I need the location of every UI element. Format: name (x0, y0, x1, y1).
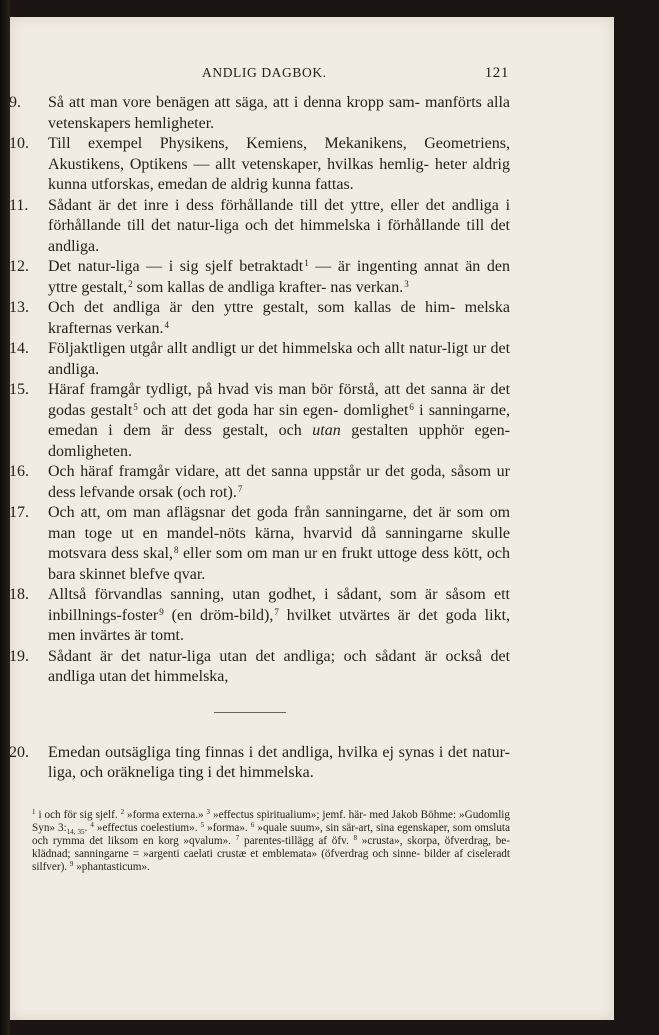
footnote-ref: 4 (164, 319, 169, 330)
footnote-marker: 4 (90, 821, 94, 829)
text-line: nas verkan. (330, 278, 404, 296)
paragraph-number: 16. (9, 463, 29, 480)
text-line: Alltså förvandlas sanning, utan godhet, i sådant, som är (48, 586, 438, 603)
footnotes (32, 809, 510, 874)
footnote-marker: 3 (206, 808, 211, 816)
paragraph-9 (10, 93, 510, 134)
text-line: Emedan outsägliga ting finnas i det andliga, hvilka ej synas (48, 743, 435, 761)
footnote-marker: 1 (32, 808, 36, 816)
footnote-text: »forma». (204, 822, 248, 834)
text-line: annat än den yttre gestalt, (48, 258, 510, 296)
footnote-ref: 3 (404, 278, 409, 289)
text-line: domlighet (343, 401, 409, 419)
text-line: natur-ligt ur det andliga. (48, 340, 511, 378)
text-line: manförts alla vetenskapers hemligheter. (48, 94, 511, 132)
paragraph-number: 18. (9, 586, 29, 603)
text-line: och att det goda har sin egen- (137, 401, 339, 419)
text-line: andliga i förhållande till det natur-liga och det himmelska (48, 196, 511, 234)
page-body (10, 93, 510, 784)
paragraph-15 (10, 380, 510, 462)
text-line: i förhållande till det andliga. (48, 217, 511, 255)
text-line: Akustikens, Optikens — allt vetenskaper, hvilkas hemlig- (48, 155, 430, 173)
footnote-marker: 9 (69, 860, 74, 868)
footnote-ref: 1 (304, 258, 309, 268)
footnote-text: »effectus spiritualium»; jemf. här- (210, 809, 367, 821)
paragraph-11 (10, 196, 510, 258)
footnote-text: »crusta», skorpa, öfverdrag, be- (357, 835, 510, 847)
footnote-ref: 7 (237, 483, 243, 494)
text-line: gestalten upphör egen-domligheten. (48, 422, 510, 460)
text-line: (en dröm-bild), (163, 606, 274, 624)
footnote-marker: 8 (353, 834, 358, 842)
paragraph-17 (10, 503, 510, 585)
text-line: eller som om man (178, 545, 300, 562)
paragraph-number: 14. (9, 340, 29, 357)
paragraph-number: 20. (9, 743, 29, 761)
text-line: goda, såsom ur dess lefvande orsak (och rot). (48, 463, 510, 501)
text-line: heter aldrig kunna utforskas, emedan de aldrig kunna fattas. (48, 155, 510, 193)
footnote-text: »quale suum», sin sär-art, sina egenskaper, som omsluta och rymma det liksom (32, 822, 510, 847)
footnote-marker: 7 (235, 834, 240, 842)
text-line: och (278, 422, 313, 439)
footnote-text: »phantasticum». (73, 861, 150, 873)
footnote-text: med Jakob Böhme: »Gudomlig Syn» 3: (32, 809, 511, 834)
footnote-ref: 6 (409, 401, 414, 412)
paragraph-number: 11. (9, 196, 29, 214)
footnote-ref: 8 (173, 545, 179, 555)
text-line: sanningarne skulle motsvara dess skal, (48, 524, 511, 562)
paragraph-10 (10, 134, 510, 196)
text-line: sanna är det godas gestalt (48, 381, 511, 419)
footnote-ref: 2 (128, 278, 133, 289)
book-page (10, 17, 614, 1020)
running-title: ANDLIG DAGBOK. (202, 65, 327, 80)
text-line: också det andliga utan det himmelska, (48, 647, 511, 685)
text-line: Och det andliga är den yttre gestalt, som kallas de him- (48, 299, 456, 316)
paragraph-number: 9. (9, 94, 21, 111)
text-line: melska krafternas verkan. (48, 299, 510, 337)
emphasis-word: utan (312, 422, 341, 439)
text-line: ur en frukt uttoge dess kött, och bara skinnet blefve qvar. (48, 545, 510, 583)
footnote-text: klädnad; sanningarne = »argenti caelati crustæ et emblemata» (öfverdrag och sinne- (32, 848, 421, 860)
footnote-ref: 5 (133, 401, 138, 412)
footnote-text: »effectus coelestium». (93, 822, 201, 834)
footnote-text: »forma externa.» (124, 809, 207, 821)
paragraph-14 (10, 339, 510, 380)
text-line: som kallas de andliga krafter- (132, 278, 327, 296)
text-line: i sanningarne, emedan i dem är dess gestalt, (48, 401, 510, 439)
footnote-text: bilder af ciseleradt silfver). (32, 848, 510, 873)
paragraph-number: 13. (9, 299, 29, 316)
text-line: Så att man vore benägen att säga, att i denna kropp sam- (48, 94, 420, 111)
running-header (10, 65, 614, 83)
text-line: — är ingenting (308, 258, 418, 275)
page-number: 121 (484, 65, 509, 81)
paragraph-19 (10, 647, 510, 688)
text-line: Följaktligen utgår allt andligt ur det himmelska och allt (48, 340, 405, 357)
paragraph-number: 10. (9, 135, 29, 152)
text-line: Och att, om man aflägsnar det goda från sanningarne, det (48, 504, 433, 521)
text-line: i det natur-liga, och oräkneliga ting i det himmelska. (48, 743, 511, 781)
footnote-marker: 5 (200, 821, 205, 829)
text-line: Till exempel Physikens, Kemiens, Mekanikens, Geometriens, (48, 135, 510, 152)
text-line: såsom ett inbillnings-foster (48, 586, 510, 624)
paragraph-18 (10, 585, 510, 647)
footnote-text: parentes-tillägg af öfv. (239, 835, 354, 847)
footnote-subscript: 14, 35 (66, 828, 85, 837)
footnote-text: en korg »qvalum». (143, 835, 236, 847)
paragraph-number: 19. (9, 647, 29, 665)
footnote-ref: 7 (274, 606, 279, 617)
paragraph-13 (10, 298, 510, 339)
text-line: Sådant är det inre i dess förhållande till det yttre, eller det (48, 196, 446, 214)
text-line: är som om man toge ut en mandel-nöts kärna, hvarvid då (48, 504, 511, 542)
text-line: Och häraf framgår vidare, att det sanna uppstår ur det (48, 463, 405, 480)
footnote-marker: 6 (250, 821, 255, 829)
text-line: är det goda likt, men invärtes är tomt. (48, 606, 511, 644)
paragraph-number: 12. (9, 258, 29, 275)
text-line: Det natur-liga — i sig sjelf betraktadt (48, 258, 304, 275)
text-line: Häraf framgår tydligt, på hvad vis man bör förstå, att det (48, 381, 426, 398)
paragraph-20 (10, 743, 510, 784)
paragraph-12 (10, 257, 510, 298)
footnote-marker: 2 (120, 808, 125, 816)
text-line: Sådant är det natur-liga utan det andliga; och sådant är (48, 647, 438, 665)
text-line: hvilket utvärtes (278, 606, 390, 624)
paragraph-number: 17. (9, 504, 29, 521)
footnote-text: . (84, 822, 91, 834)
footnote-text: i och för sig sjelf. (35, 809, 121, 821)
section-divider (214, 712, 286, 713)
paragraph-16 (10, 462, 510, 503)
paragraph-number: 15. (9, 381, 29, 398)
footnote-ref: 9 (159, 606, 164, 617)
